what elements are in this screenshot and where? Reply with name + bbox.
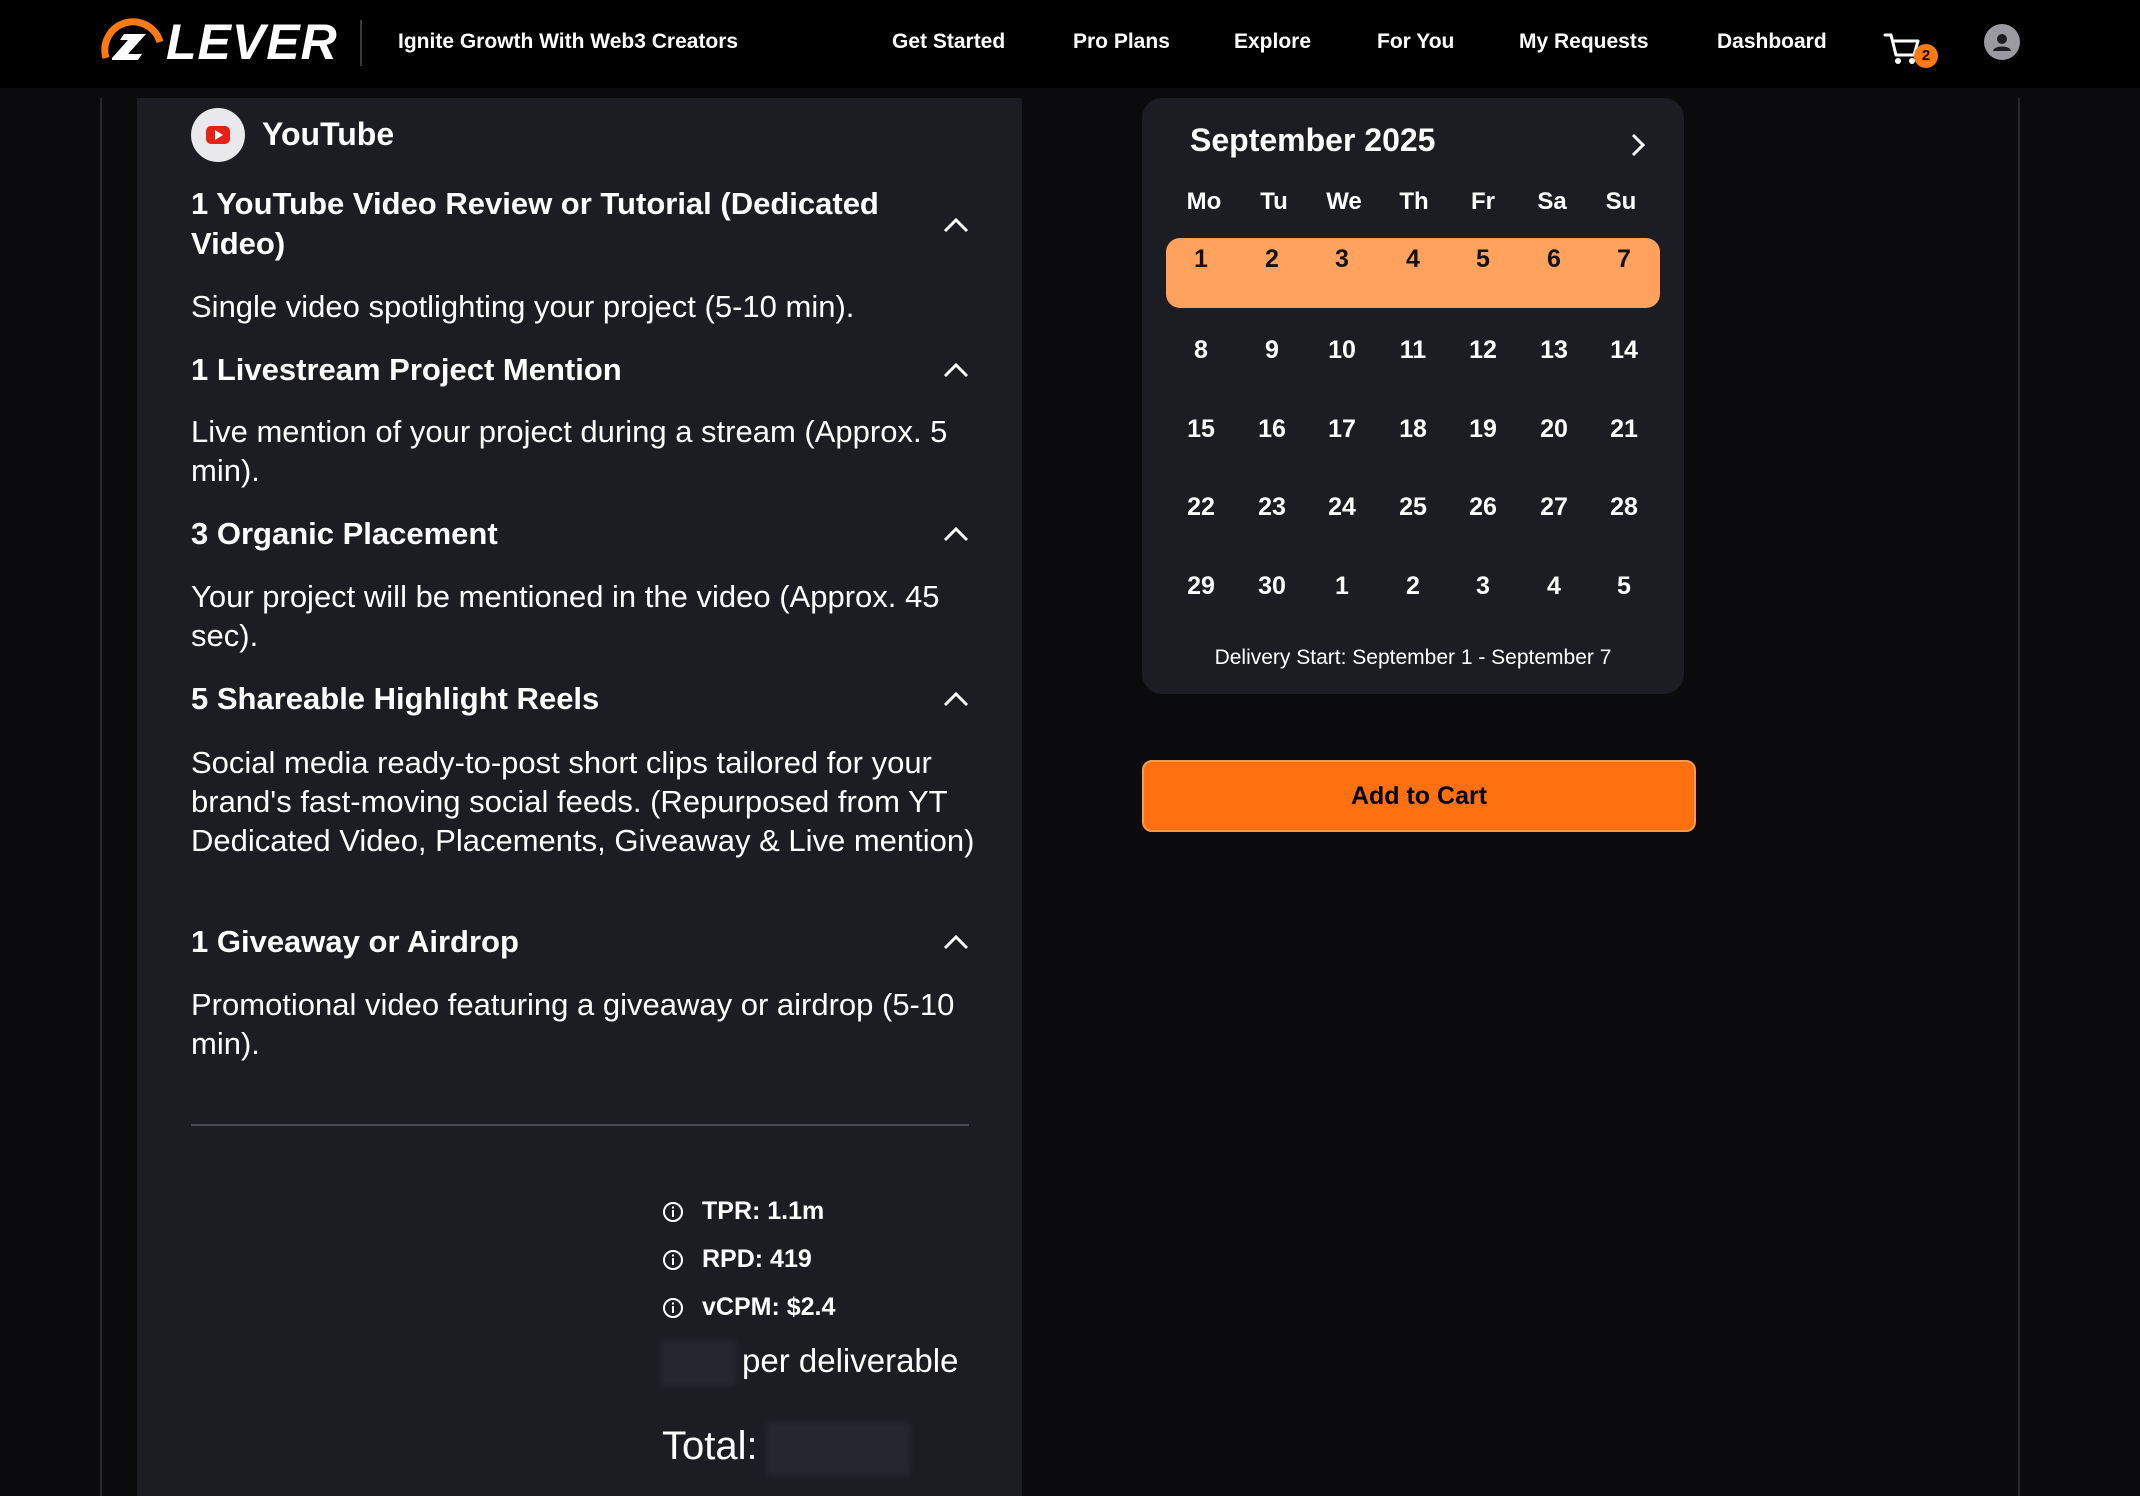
vcpm-value: vCPM: $2.4	[702, 1293, 836, 1321]
chevron-right-icon[interactable]	[1628, 132, 1648, 158]
deliverable-description: Your project will be mentioned in the video (Approx. 45 sec).	[191, 579, 940, 653]
page-frame-left	[100, 98, 102, 1496]
calendar-month: September 2025	[1190, 122, 1436, 158]
nav-explore[interactable]: Explore	[1234, 30, 1312, 53]
calendar-day[interactable]: 28	[1610, 493, 1638, 521]
calendar-day[interactable]: 16	[1258, 415, 1286, 443]
deliverable-title[interactable]: 3 Organic Placement	[191, 516, 498, 551]
page-frame-right	[2018, 98, 2020, 1496]
chevron-up-icon[interactable]	[942, 216, 970, 234]
nav-dashboard[interactable]: Dashboard	[1717, 30, 1827, 53]
calendar-day[interactable]: 2	[1265, 245, 1279, 273]
delivery-start-text: Delivery Start: September 1 - September 7	[1214, 646, 1612, 669]
calendar-day[interactable]: 5	[1617, 572, 1631, 600]
nav-get-started[interactable]: Get Started	[892, 30, 1006, 53]
info-icon[interactable]	[662, 1201, 684, 1223]
weekday-label: Sa	[1537, 188, 1567, 215]
deliverable-title[interactable]: 5 Shareable Highlight Reels	[191, 681, 600, 716]
calendar-day[interactable]: 29	[1187, 572, 1215, 600]
calendar-day[interactable]: 8	[1194, 336, 1208, 364]
platform-title: YouTube	[262, 116, 395, 152]
calendar-day[interactable]: 23	[1258, 493, 1286, 521]
calendar-day[interactable]: 12	[1469, 336, 1497, 364]
deliverable-description: Social media ready-to-post short clips tailored for your brand's fast-moving social feeds. (Repurposed from YT Dedicated Video, Placements, Giveaway & Live mention)	[191, 745, 975, 858]
tpr-value: TPR: 1.1m	[702, 1197, 825, 1225]
weekday-label: Mo	[1186, 188, 1222, 215]
lever-logo[interactable]	[98, 14, 338, 70]
rpd-stat	[662, 1245, 812, 1274]
deliverable-title[interactable]: 1 Giveaway or Airdrop	[191, 924, 519, 959]
calendar-day[interactable]: 15	[1187, 415, 1215, 443]
calendar-day[interactable]: 14	[1610, 336, 1638, 364]
youtube-logo	[191, 108, 245, 162]
lever-logo-icon	[98, 14, 170, 70]
deliverable-description: Single video spotlighting your project (5-10 min).	[191, 289, 855, 324]
top-header	[0, 0, 2140, 88]
tagline: Ignite Growth With Web3 Creators	[398, 30, 739, 53]
calendar-day[interactable]: 10	[1328, 336, 1356, 364]
calendar-day[interactable]: 3	[1335, 245, 1349, 273]
weekday-label: Fr	[1471, 188, 1495, 215]
total-label: Total:	[662, 1424, 758, 1468]
calendar-day[interactable]: 4	[1406, 245, 1420, 273]
price-redacted	[660, 1340, 736, 1386]
calendar-day[interactable]: 18	[1399, 415, 1427, 443]
nav-pro-plans[interactable]: Pro Plans	[1073, 30, 1170, 53]
weekday-label: Th	[1399, 188, 1429, 215]
section-divider	[191, 1124, 969, 1126]
calendar-day[interactable]: 19	[1469, 415, 1497, 443]
weekday-label: We	[1326, 188, 1362, 215]
deliverable-description: Live mention of your project during a stream (Approx. 5 min).	[191, 414, 948, 488]
calendar-day[interactable]: 26	[1469, 493, 1497, 521]
calendar-day[interactable]: 21	[1610, 415, 1638, 443]
weekday-label: Tu	[1260, 188, 1288, 215]
info-icon[interactable]	[662, 1249, 684, 1271]
calendar-day[interactable]: 24	[1328, 493, 1356, 521]
total-redacted	[766, 1422, 910, 1476]
logo-text: LEVER	[166, 14, 338, 70]
header-divider	[360, 20, 362, 66]
calendar-day[interactable]: 27	[1540, 493, 1568, 521]
youtube-icon	[191, 108, 245, 162]
calendar-day[interactable]: 30	[1258, 572, 1286, 600]
info-icon[interactable]	[662, 1297, 684, 1319]
calendar-day[interactable]: 6	[1547, 245, 1561, 273]
chevron-up-icon[interactable]	[942, 525, 970, 543]
calendar-day[interactable]: 5	[1476, 245, 1490, 273]
deliverable-title[interactable]: 1 Livestream Project Mention	[191, 352, 622, 387]
chevron-up-icon[interactable]	[942, 933, 970, 951]
add-to-cart-button[interactable]: Add to Cart	[1142, 760, 1696, 832]
chevron-up-icon[interactable]	[942, 690, 970, 708]
nav-my-requests[interactable]: My Requests	[1519, 30, 1649, 53]
calendar-day[interactable]: 4	[1547, 572, 1561, 600]
vcpm-stat	[662, 1293, 835, 1322]
calendar-day[interactable]: 25	[1399, 493, 1427, 521]
calendar-day[interactable]: 1	[1335, 572, 1349, 600]
calendar-day[interactable]: 3	[1476, 572, 1490, 600]
calendar-day[interactable]: 1	[1194, 245, 1208, 273]
cart-count-badge: 2	[1914, 44, 1938, 68]
calendar-day[interactable]: 7	[1617, 245, 1631, 273]
deliverable-title[interactable]: 1 YouTube Video Review or Tutorial (Dedicated Video)	[191, 186, 879, 261]
calendar-day[interactable]: 11	[1399, 336, 1427, 364]
calendar-day[interactable]: 2	[1406, 572, 1420, 600]
tpr-stat	[662, 1197, 824, 1226]
weekday-label: Su	[1605, 188, 1637, 215]
calendar-day[interactable]: 13	[1540, 336, 1568, 364]
user-icon	[1984, 24, 2020, 60]
calendar-day[interactable]: 9	[1265, 336, 1279, 364]
per-deliverable-label: per deliverable	[742, 1342, 959, 1379]
rpd-value: RPD: 419	[702, 1245, 812, 1273]
avatar[interactable]	[1984, 24, 2020, 60]
calendar-day[interactable]: 17	[1328, 415, 1356, 443]
calendar-day[interactable]: 20	[1540, 415, 1568, 443]
deliverable-description: Promotional video featuring a giveaway or airdrop (5-10 min).	[191, 987, 955, 1061]
calendar-day[interactable]: 22	[1187, 493, 1215, 521]
chevron-up-icon[interactable]	[942, 361, 970, 379]
nav-for-you[interactable]: For You	[1377, 30, 1455, 53]
